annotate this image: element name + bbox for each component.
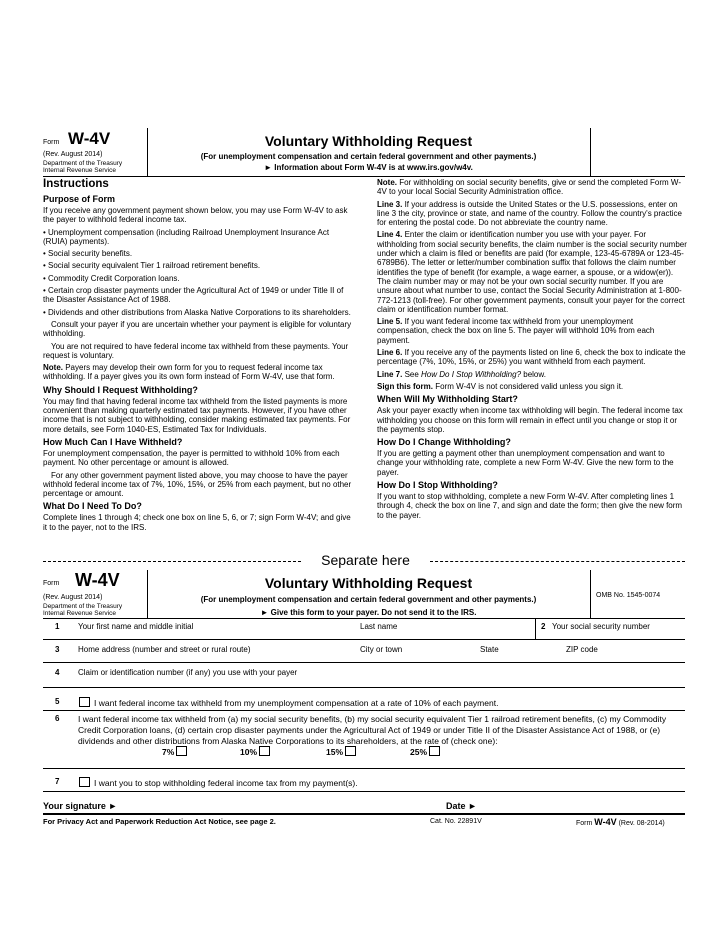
header-dept: Department of the Treasury Internal Revenue Service	[43, 160, 123, 174]
separate-here-label: Separate here	[321, 552, 410, 568]
line7-checkbox[interactable]	[79, 777, 90, 787]
bullet-item: • Social security benefits.	[43, 249, 133, 259]
header-form-word: Form	[43, 139, 60, 146]
bullet-item: • Commodity Credit Corporation loans.	[43, 273, 180, 283]
form-header-divider-right	[590, 570, 591, 618]
line7-text: I want you to stop withholding federal income tax from my payment(s).	[94, 778, 358, 788]
howmuch-text-2: For any other government payment listed above, you may choose to have the payer withhold federal income tax of 7%, 10%, 15%, or 25% from each payment, but no other percentage or amount.	[43, 470, 352, 499]
stop-heading: How Do I Stop Withholding?	[377, 480, 498, 491]
signature-field[interactable]	[135, 800, 435, 812]
when-text: Ask your payer exactly when income tax withholding will begin. The federal income tax withholding you choose on this form will remain in effect until you change or stop it or the payments stop.	[377, 406, 683, 434]
purpose-heading: Purpose of Form	[43, 194, 116, 204]
name-input[interactable]	[78, 631, 533, 639]
form-dept: Department of the Treasury Internal Revenue Service	[43, 603, 123, 617]
whatdo-heading: What Do I Need To Do?	[43, 501, 142, 512]
when-heading: When Will My Withholding Start?	[377, 394, 518, 405]
line4-label: Claim or identification number (if any) you use with your payer	[78, 668, 298, 677]
header-rev: (Rev. August 2014)	[43, 151, 103, 158]
date-label: Date ►	[446, 801, 477, 811]
form-give-note: ► Give this form to your payer. Do not send it to the IRS.	[260, 608, 477, 617]
pct25-option: 25%	[410, 746, 444, 757]
cut-line-left	[43, 561, 301, 562]
purpose-text: If you receive any government payment shown below, you may use Form W-4V to ask the payer to withhold federal income tax.	[43, 206, 348, 225]
line4-rule	[43, 687, 685, 688]
bullet-item: • Social security equivalent Tier 1 railroad retirement benefits.	[43, 261, 261, 271]
cat-number: Cat. No. 22891V	[430, 818, 482, 825]
date-field[interactable]	[485, 800, 680, 812]
line7-rule	[43, 791, 685, 792]
note-paragraph: Note. Payers may develop their own form for you to request federal income tax withholding. If a payer gives you its own form instead of Form W-4V, use that form.	[43, 363, 335, 382]
line6-text: I want federal income tax withheld from (a) my social security benefits, (b) my social security equivalent Tier 1 railroad retirement benefits, (c) my Commodity Credit Corporation loans, (d) certain crop disaster payments under the Agricultural Act of 1949 or under Title II of the Disaster Assistance Act of 1988, or (e) dividends and other distributions from Alaska Native Corporations to its shareholders, at the rate of (check one):	[78, 714, 667, 746]
bullet-item: • Unemployment compensation (including Railroad Unemployment Insurance Act (RUIA) payments).	[43, 227, 330, 246]
line7-row	[77, 777, 358, 788]
change-text: If you are getting a payment other than unemployment compensation and want to change your withholding rate, complete a new Form W-4V. Give the new form to the payer.	[377, 449, 674, 477]
line4-instruction: Line 4. Enter the claim or identification number you use with your payer. For withholding from social security benefits, the claim number is the social security number under which a claim is filed or benefits are paid (for example, 123-45-6789A or 123-45-6789B6). The letter or letter/number combination suffix that follows the claim number identifies the type of benefit (for example, a wage earner, a spouse, or a widow(er)). The claim number may or may not be your own social security number. If you are unsure about what number to use, contact the Social Security Administration at 1-800-772-1213 (toll-free). For other government payments, consult your payer for the correct claim or identification number format.	[377, 230, 687, 314]
line6-rule	[43, 768, 685, 769]
line3-instruction: Line 3. If your address is outside the United States or the U.S. possessions, enter on line 3 the city, province or state, and name of the country. Follow the country's practice for entering the postal code. Do not abbreviate the country name.	[377, 199, 682, 228]
stop-text: If you want to stop withholding, complete a new Form W-4V. After completing lines 1 through 4, check the box on line 7, and sign and date the form; then give the new form to the payer.	[377, 492, 683, 520]
line6-instruction: Line 6. If you receive any of the payments listed on line 6, check the box to indicate the percentage (7%, 10%, 15%, or 25%) you want withheld from each payment.	[377, 348, 686, 367]
line1-rule	[43, 639, 685, 640]
pct7-checkbox[interactable]	[176, 746, 187, 756]
ssn-divider	[535, 618, 536, 639]
consult-text: Consult your payer if you are uncertain whether your payment is eligible for voluntary withholding.	[43, 319, 352, 339]
bullet-item: • Dividends and other distributions from Alaska Native Corporations to its shareholders.	[43, 307, 351, 317]
line5-text: I want federal income tax withheld from my unemployment compensation at a rate of 10% of each payment.	[94, 698, 499, 708]
line3-label: Home address (number and street or rural route)	[78, 645, 251, 654]
howmuch-text-1: For unemployment compensation, the payer is permitted to withhold 10% from each payment. No other percentage or amount is allowed.	[43, 448, 340, 468]
line5-number: 5	[55, 697, 60, 706]
howmuch-heading: How Much Can I Have Withheld?	[43, 436, 183, 447]
change-heading: How Do I Change Withholding?	[377, 437, 511, 448]
header-title: Voluntary Withholding Request	[264, 133, 473, 149]
pct15-option: 15%	[326, 746, 360, 757]
whatdo-text: Complete lines 1 through 4; check one box on line 5, 6, or 7; sign Form W-4V; and give it to the payer, not to the IRS.	[43, 513, 351, 532]
header-subtitle: (For unemployment compensation and certain federal government and other payments.)	[200, 152, 537, 161]
why-heading: Why Should I Request Withholding?	[43, 384, 198, 395]
signature-rule	[43, 813, 685, 815]
line1-number: 1	[55, 622, 60, 631]
header-info: ► Information about Form W-4V is at www.irs.gov/w4v.	[264, 163, 473, 172]
ss-note: Note. For withholding on social security benefits, give or send the completed Form W-4V to your local Social Security Administration office.	[377, 178, 681, 197]
header-divider-right	[590, 128, 591, 176]
form-title: Voluntary Withholding Request	[264, 575, 473, 591]
line6-number: 6	[55, 714, 60, 723]
sign-instruction: Sign this form. Form W-4V is not considered valid unless you sign it.	[377, 381, 624, 391]
omb-number: OMB No. 1545-0074	[596, 592, 661, 599]
form-rev: (Rev. August 2014)	[43, 594, 103, 601]
line7-number: 7	[55, 777, 60, 786]
instructions-right-column	[377, 178, 687, 523]
address-input[interactable]	[78, 654, 678, 662]
footer-form-ref: Form W-4V (Rev. 08-2014)	[576, 817, 665, 827]
not-required-text: You are not required to have federal income tax withheld from these payments. Your request is voluntary.	[43, 341, 349, 360]
pct25-checkbox[interactable]	[429, 746, 440, 756]
form-subtitle: (For unemployment compensation and certain federal government and other payments.)	[200, 595, 537, 604]
header-form-number: W-4V	[68, 129, 111, 148]
line4-number: 4	[55, 668, 60, 677]
last-name-label: Last name	[360, 622, 398, 631]
signature-label: Your signature ►	[43, 801, 118, 811]
state-label: State	[480, 645, 499, 654]
line5-instruction: Line 5. If you want federal income tax withheld from your unemployment compensation, check the box on line 5. The payer will withhold 10% from each payment.	[377, 317, 655, 345]
pct10-checkbox[interactable]	[259, 746, 270, 756]
line3-number: 3	[55, 645, 60, 654]
line1-label: Your first name and middle initial	[78, 622, 194, 631]
zip-label: ZIP code	[566, 645, 598, 654]
form-header-rule	[43, 618, 685, 619]
line2-label: Your social security number	[552, 622, 650, 631]
city-label: City or town	[360, 645, 403, 654]
instructions-heading: Instructions	[43, 178, 109, 190]
line5-rule	[43, 710, 685, 711]
line7-instruction: Line 7. See How Do I Stop Withholding? below.	[377, 369, 546, 379]
form-word: Form	[43, 580, 60, 587]
instructions-left-column	[43, 178, 353, 535]
pct10-option: 10%	[240, 746, 274, 757]
privacy-notice: For Privacy Act and Paperwork Reduction Act Notice, see page 2.	[43, 817, 276, 826]
line5-checkbox[interactable]	[79, 697, 90, 707]
line5-row	[77, 697, 498, 708]
pct15-checkbox[interactable]	[345, 746, 356, 756]
bullet-item: • Certain crop disaster payments under the Agricultural Act of 1949 or under Title II of the Disaster Assistance Act of 1988.	[43, 286, 344, 305]
line3-rule	[43, 662, 685, 663]
cut-line-right	[430, 561, 685, 562]
line2-number: 2	[541, 622, 546, 631]
pct7-option: 7%	[162, 746, 191, 757]
header-rule	[43, 176, 685, 177]
ssn-input[interactable]	[541, 631, 681, 639]
claim-number-input[interactable]	[78, 677, 678, 686]
form-number: W-4V	[75, 570, 120, 590]
why-text: You may find that having federal income tax withheld from the listed payments is more convenient than making quarterly estimated tax payments. However, if you have other income that is not subject to withholding, consider making estimated tax payments. For more details, see Form 1040-ES, Estimated Tax for Individuals.	[43, 396, 351, 434]
